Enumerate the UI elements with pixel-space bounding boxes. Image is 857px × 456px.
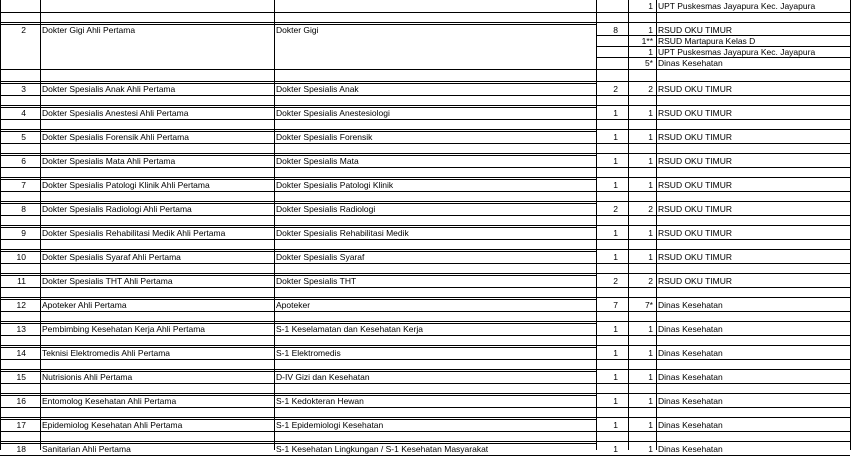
allocation-unit: RSUD OKU TIMUR [658, 228, 732, 238]
qualification: Dokter Spesialis Anak [276, 84, 359, 94]
total-count: 1 [613, 372, 618, 382]
row-divider [0, 143, 850, 144]
row-number: 10 [16, 252, 26, 262]
allocation-count: 7* [644, 300, 653, 310]
row-divider [0, 345, 850, 346]
allocation-count: 1 [648, 156, 653, 166]
column-divider [850, 0, 851, 450]
row-divider [0, 431, 850, 432]
allocation-count: 1 [648, 444, 653, 454]
row-number: 5 [21, 132, 26, 142]
row-divider [0, 249, 850, 250]
qualification: S-1 Kesehatan Lingkungan / S-1 Kesehatan Masyarakat [276, 444, 489, 454]
allocation-unit: Dinas Kesehatan [658, 324, 723, 334]
allocation-count: 1 [648, 252, 653, 262]
allocation-count: 1 [648, 396, 653, 406]
allocation-count: 2 [648, 204, 653, 214]
row-divider [0, 177, 850, 178]
position-name: Nutrisionis Ahli Pertama [42, 372, 133, 382]
row-divider [0, 191, 850, 192]
allocation-unit: UPT Puskesmas Jayapura Kec. Jayapura [658, 47, 816, 57]
allocation-unit: RSUD OKU TIMUR [658, 276, 732, 286]
row-divider [0, 383, 850, 384]
row-divider [0, 95, 850, 96]
allocation-unit: RSUD OKU TIMUR [658, 108, 732, 118]
allocation-count: 1 [648, 420, 653, 430]
qualification: Dokter Spesialis Anestesiologi [276, 108, 390, 118]
position-name: Dokter Spesialis Mata Ahli Pertama [42, 156, 176, 166]
row-divider [0, 153, 850, 154]
total-count: 1 [613, 396, 618, 406]
total-count: 2 [613, 84, 618, 94]
allocation-count: 1 [648, 372, 653, 382]
total-count: 8 [613, 25, 618, 35]
position-name: Epidemiolog Kesehatan Ahli Pertama [42, 420, 183, 430]
row-divider [0, 359, 850, 360]
row-divider [596, 35, 850, 36]
qualification: S-1 Elektromedis [276, 348, 341, 358]
row-divider [0, 407, 850, 408]
row-number: 2 [21, 25, 26, 35]
qualification: S-1 Keselamatan dan Kesehatan Kerja [276, 324, 423, 334]
position-name: Dokter Spesialis Patologi Klinik Ahli Pertama [42, 180, 210, 190]
position-name: Pembimbing Kesehatan Kerja Ahli Pertama [42, 324, 206, 334]
qualification: D-IV Gizi dan Kesehatan [276, 372, 370, 382]
row-number: 8 [21, 204, 26, 214]
allocation-count: 1 [648, 47, 653, 57]
total-count: 1 [613, 228, 618, 238]
allocation-unit: RSUD Martapura Kelas D [658, 36, 756, 46]
total-count: 7 [613, 300, 618, 310]
row-divider [0, 263, 850, 264]
row-number: 15 [16, 372, 26, 382]
total-count: 2 [613, 204, 618, 214]
row-divider [0, 119, 850, 120]
total-count: 1 [613, 180, 618, 190]
row-divider [0, 417, 850, 418]
allocation-unit: Dinas Kesehatan [658, 420, 723, 430]
total-count: 1 [613, 132, 618, 142]
row-divider [0, 225, 850, 226]
position-name: Dokter Spesialis Anak Ahli Pertama [42, 84, 176, 94]
allocation-count: 1 [648, 108, 653, 118]
qualification: S-1 Kedokteran Hewan [276, 396, 364, 406]
row-number: 17 [16, 420, 26, 430]
row-divider [596, 57, 850, 58]
position-name: Entomolog Kesehatan Ahli Pertama [42, 396, 177, 406]
qualification: Dokter Spesialis Syaraf [276, 252, 365, 262]
qualification: S-1 Epidemiologi Kesehatan [276, 420, 384, 430]
qualification: Dokter Spesialis Mata [276, 156, 359, 166]
qualification: Dokter Spesialis Rehabilitasi Medik [276, 228, 409, 238]
position-name: Dokter Spesialis Rehabilitasi Medik Ahli Pertama [42, 228, 226, 238]
row-divider [0, 105, 850, 106]
total-count: 1 [613, 348, 618, 358]
row-divider [0, 215, 850, 216]
row-number: 7 [21, 180, 26, 190]
row-divider [0, 22, 850, 23]
allocation-unit: RSUD OKU TIMUR [658, 132, 732, 142]
total-count [588, 1, 618, 11]
row-number: 3 [21, 84, 26, 94]
row-divider [0, 393, 850, 394]
row-divider [0, 311, 850, 312]
qualification: Dokter Spesialis THT [276, 276, 357, 286]
allocation-unit: Dinas Kesehatan [658, 396, 723, 406]
row-number: 13 [16, 324, 26, 334]
position-name: Teknisi Elektromedis Ahli Pertama [42, 348, 171, 358]
row-number: 11 [17, 276, 26, 286]
allocation-count: 1 [648, 1, 653, 11]
position-name: Dokter Gigi Ahli Pertama [42, 25, 136, 35]
row-divider [0, 81, 850, 82]
allocation-unit: RSUD OKU TIMUR [658, 156, 732, 166]
allocation-unit: RSUD OKU TIMUR [658, 180, 732, 190]
row-divider [0, 335, 850, 336]
row-divider [0, 287, 850, 288]
row-divider [0, 441, 850, 442]
allocation-unit: UPT Puskesmas Jayapura Kec. Jayapura [658, 1, 816, 11]
allocation-unit: Dinas Kesehatan [658, 300, 723, 310]
allocation-unit: RSUD OKU TIMUR [658, 252, 732, 262]
row-number: 4 [21, 108, 26, 118]
total-count: 2 [613, 276, 618, 286]
allocation-unit: Dinas Kesehatan [658, 444, 723, 454]
allocation-unit: Dinas Kesehatan [658, 58, 723, 68]
allocation-unit: RSUD OKU TIMUR [658, 204, 732, 214]
position-name: Dokter Spesialis Radiologi Ahli Pertama [42, 204, 192, 214]
row-number: 9 [21, 228, 26, 238]
position-name: Sanitarian Ahli Pertama [42, 444, 131, 454]
allocation-count: 2 [648, 276, 653, 286]
row-number: 16 [16, 396, 26, 406]
qualification: Dokter Spesialis Forensik [276, 132, 373, 142]
row-number: 14 [16, 348, 26, 358]
allocation-unit: RSUD OKU TIMUR [658, 25, 732, 35]
allocation-count: 1 [648, 228, 653, 238]
total-count: 1 [613, 252, 618, 262]
row-divider [0, 369, 850, 370]
allocation-count: 5* [644, 58, 653, 68]
row-divider [0, 273, 850, 274]
position-name: Apoteker Ahli Pertama [42, 300, 127, 310]
row-number: 6 [21, 156, 26, 166]
position-name: Dokter Spesialis Syaraf Ahli Pertama [42, 252, 181, 262]
row-number: 18 [16, 444, 26, 454]
allocation-unit: RSUD OKU TIMUR [658, 84, 732, 94]
qualification: Dokter Spesialis Radiologi [276, 204, 376, 214]
allocation-count: 1 [648, 348, 653, 358]
row-divider [0, 167, 850, 168]
position-name: Dokter Spesialis THT Ahli Pertama [42, 276, 173, 286]
position-name: Dokter Spesialis Anestesi Ahli Pertama [42, 108, 189, 118]
allocation-unit: Dinas Kesehatan [658, 348, 723, 358]
total-count: 1 [613, 444, 618, 454]
allocation-count: 1 [648, 25, 653, 35]
row-divider [0, 321, 850, 322]
row-divider [0, 201, 850, 202]
total-count: 1 [613, 324, 618, 334]
allocation-count: 1 [648, 180, 653, 190]
row-divider [0, 129, 850, 130]
allocation-count: 1 [648, 132, 653, 142]
total-count: 1 [613, 108, 618, 118]
row-divider [0, 12, 850, 13]
allocation-count: 1** [641, 36, 653, 46]
row-number: 12 [16, 300, 26, 310]
position-name: Dokter Spesialis Forensik Ahli Pertama [42, 132, 189, 142]
row-divider [0, 69, 850, 70]
qualification: Dokter Gigi [276, 25, 319, 35]
total-count: 1 [613, 420, 618, 430]
row-divider [0, 239, 850, 240]
allocation-unit: Dinas Kesehatan [658, 372, 723, 382]
qualification: Apoteker [276, 300, 311, 310]
row-divider [0, 297, 850, 298]
row-number [0, 1, 26, 11]
total-count: 1 [613, 156, 618, 166]
row-divider [596, 46, 850, 47]
allocation-count: 1 [648, 324, 653, 334]
allocation-count: 2 [648, 84, 653, 94]
qualification: Dokter Spesialis Patologi Klinik [276, 180, 394, 190]
